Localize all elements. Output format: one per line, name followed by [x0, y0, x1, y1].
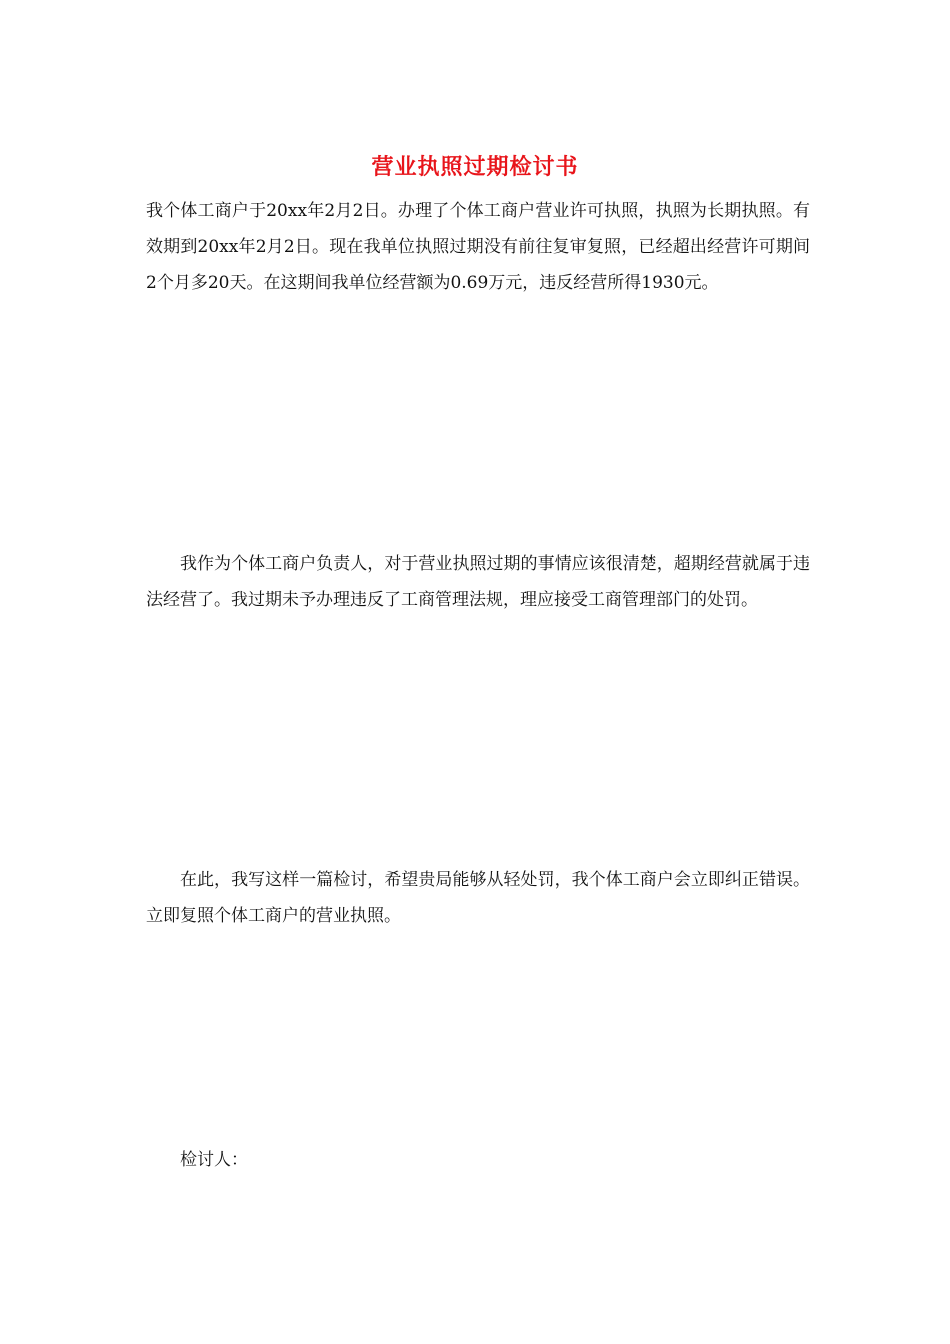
paragraph-2: 我作为个体工商户负责人，对于营业执照过期的事情应该很清楚，超期经营就属于违法经营了。我过期未予办理违反了工商管理法规，理应接受工商管理部门的处罚。: [146, 554, 810, 610]
paragraph-1: 我个体工商户于20xx年2月2日。办理了个体工商户营业许可执照，执照为长期执照。有效期到20xx年2月2日。现在我单位执照过期没有前往复审复照，已经超出经营许可期间2个月多20天。在这期间我单位经营额为0.69万元，违反经营所得1930元。: [146, 201, 810, 293]
paragraph-3: 在此，我写这样一篇检讨，希望贵局能够从轻处罚，我个体工商户会立即纠正错误。立即复照个体工商户的营业执照。: [146, 870, 810, 926]
signature-label: 检讨人：: [180, 1150, 248, 1170]
document-title: 营业执照过期检讨书: [371, 154, 579, 180]
